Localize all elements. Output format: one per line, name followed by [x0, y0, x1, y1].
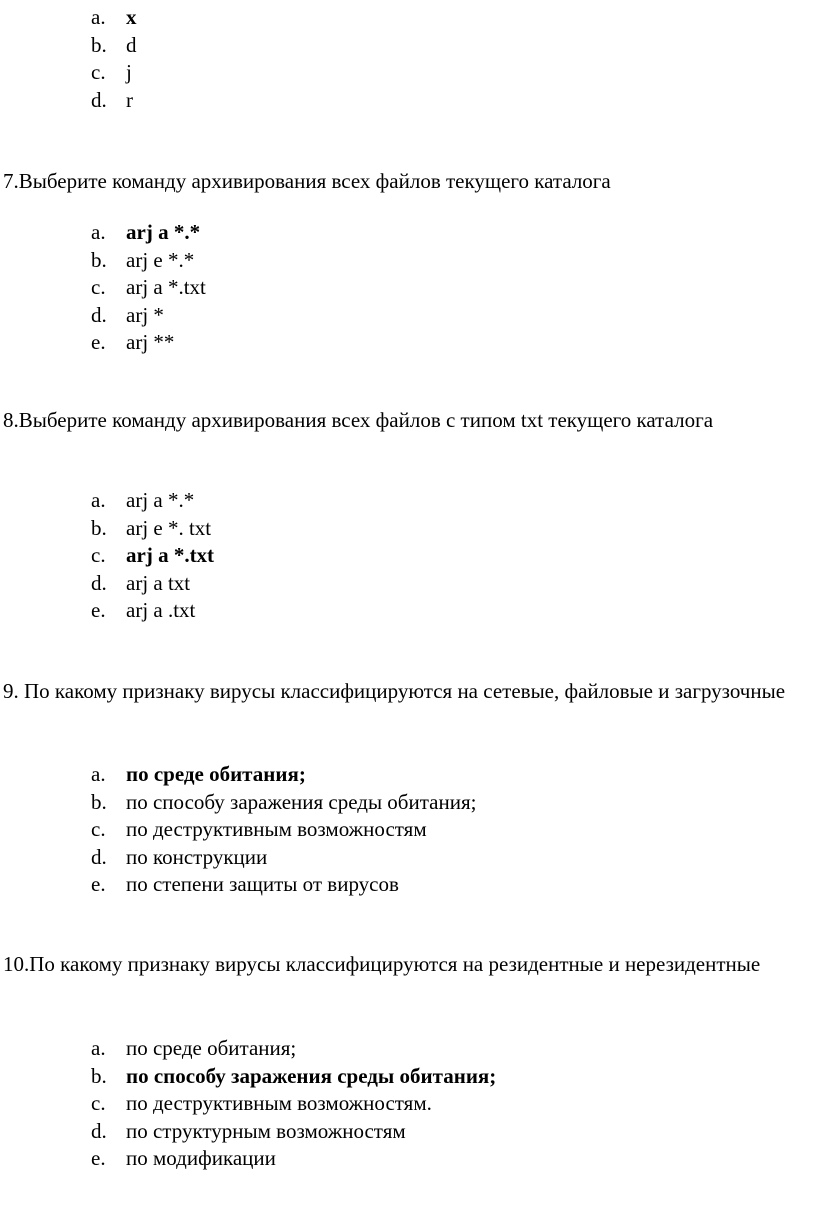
- option-text: по среде обитания;: [126, 1036, 297, 1060]
- q7-option-b: [0, 247, 816, 275]
- option-text: j: [126, 60, 132, 84]
- option-text: arj a txt: [126, 570, 191, 595]
- option-letter: e.: [91, 872, 106, 896]
- option-letter: d.: [91, 87, 107, 112]
- option-letter: d.: [91, 302, 107, 327]
- option-text: по способу заражения среды обитания;: [126, 789, 477, 814]
- q10-option-b: [0, 1063, 816, 1091]
- option-letter: c.: [91, 60, 106, 84]
- option-text: по деструктивным возможностям: [126, 817, 427, 841]
- option-letter: b.: [91, 1063, 107, 1088]
- option-text: arj a .txt: [126, 598, 196, 622]
- q6-options: [0, 4, 816, 114]
- q10-option-e: [0, 1145, 816, 1173]
- option-letter: a.: [91, 5, 106, 29]
- q7-option-d: [0, 302, 816, 330]
- option-text: arj *: [126, 302, 164, 327]
- q7-option-e: [0, 329, 816, 357]
- option-letter: e.: [91, 330, 106, 354]
- option-letter: c.: [91, 1091, 106, 1115]
- q8-option-b: [0, 515, 816, 543]
- option-text: x: [126, 5, 137, 29]
- q9-option-c: [0, 816, 816, 844]
- q6-option-b: [0, 32, 816, 60]
- option-letter: b.: [91, 247, 107, 272]
- option-letter: d.: [91, 844, 107, 869]
- option-letter: b.: [91, 789, 107, 814]
- q9-options: [0, 761, 816, 899]
- option-text: arj e *.*: [126, 247, 195, 272]
- q9-option-b: [0, 789, 816, 817]
- option-text: по конструкции: [126, 844, 268, 869]
- option-text: по структурным возможностям: [126, 1118, 406, 1143]
- option-letter: b.: [91, 515, 107, 540]
- q8-option-c: [0, 542, 816, 570]
- option-text: arj **: [126, 330, 175, 354]
- q9-option-a: [0, 761, 816, 789]
- option-letter: a.: [91, 762, 106, 786]
- q9-question: 9. По какому признаку вирусы классифицируются на сетевые, файловые и загрузочные: [3, 679, 786, 703]
- option-letter: a.: [91, 220, 106, 244]
- q7-option-a: [0, 219, 816, 247]
- option-letter: c.: [91, 543, 106, 567]
- option-text: d: [126, 32, 137, 57]
- option-text: arj e *. txt: [126, 515, 212, 540]
- option-letter: e.: [91, 1146, 106, 1170]
- q6-option-d: [0, 87, 816, 115]
- option-text: по среде обитания;: [126, 762, 306, 786]
- q8-question: 8.Выберите команду архивирования всех файлов с типом txt текущего каталога: [3, 408, 714, 432]
- q10-option-a: [0, 1035, 816, 1063]
- option-letter: c.: [91, 275, 106, 299]
- q6-option-c: [0, 59, 816, 87]
- q9-option-d: [0, 844, 816, 872]
- q7-question: 7.Выберите команду архивирования всех файлов текущего каталога: [3, 169, 611, 193]
- q9-option-e: [0, 871, 816, 899]
- q8-options: [0, 487, 816, 625]
- option-text: arj a *.txt: [126, 275, 206, 299]
- q10-option-d: [0, 1118, 816, 1146]
- option-letter: a.: [91, 488, 106, 512]
- option-letter: b.: [91, 32, 107, 57]
- q10-option-c: [0, 1090, 816, 1118]
- q7-options: [0, 219, 816, 357]
- option-text: arj a *.txt: [126, 543, 215, 567]
- option-text: по степени защиты от вирусов: [126, 872, 399, 896]
- q10-options: [0, 1035, 816, 1173]
- option-text: arj a *.*: [126, 220, 201, 244]
- option-text: arj a *.*: [126, 488, 195, 512]
- option-text: по деструктивным возможностям.: [126, 1091, 432, 1115]
- option-letter: c.: [91, 817, 106, 841]
- option-letter: e.: [91, 598, 106, 622]
- q7-option-c: [0, 274, 816, 302]
- q10-question: 10.По какому признаку вирусы классифицируются на резидентные и нерезидентные: [3, 952, 761, 976]
- option-letter: d.: [91, 1118, 107, 1143]
- option-text: по способу заражения среды обитания;: [126, 1063, 497, 1088]
- option-text: по модификации: [126, 1146, 276, 1170]
- option-letter: d.: [91, 570, 107, 595]
- q8-option-a: [0, 487, 816, 515]
- q8-option-e: [0, 597, 816, 625]
- q6-option-a: [0, 4, 816, 32]
- q8-option-d: [0, 570, 816, 598]
- option-letter: a.: [91, 1036, 106, 1060]
- option-text: r: [126, 87, 133, 112]
